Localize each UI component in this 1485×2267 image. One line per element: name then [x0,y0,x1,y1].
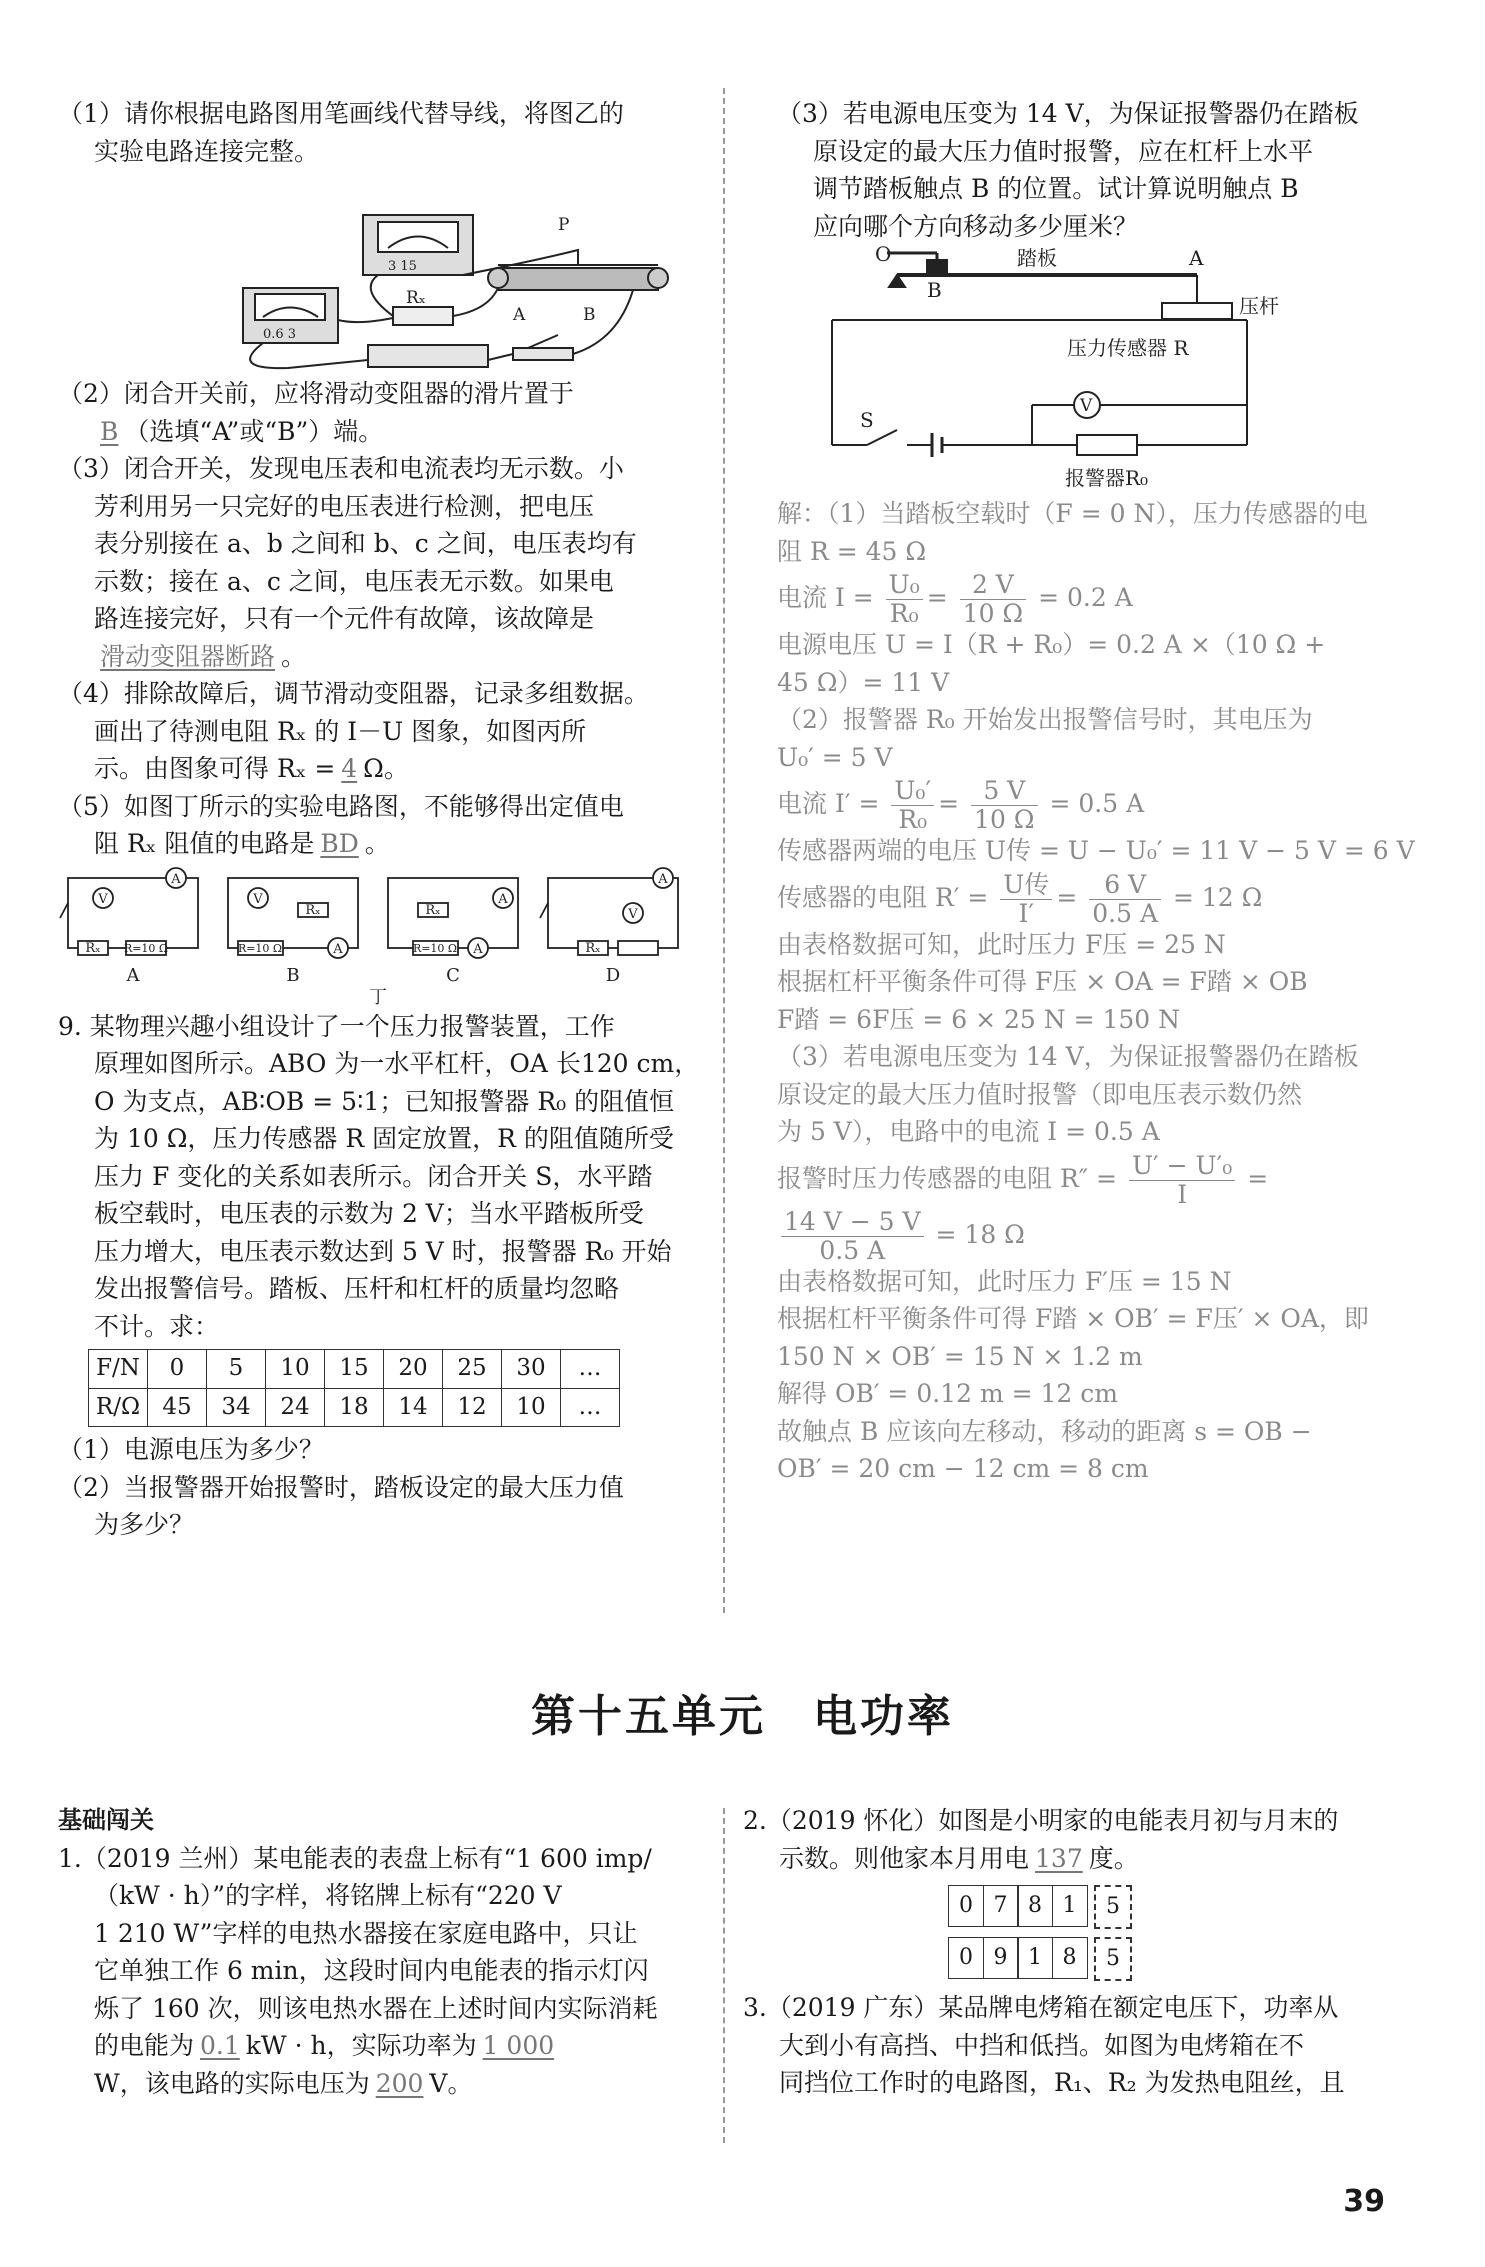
q9-line9: 不计。求： [94,1311,220,1341]
frac [1129,1152,1235,1209]
column-divider-bottom [723,1808,725,2143]
table-cell: 15 [325,1350,384,1389]
q8-4-answer-line [58,750,698,788]
q9-2-line2: 为多少？ [94,1510,195,1539]
b2-pre: 示数。则他家本月用电 [779,1843,1030,1873]
apparatus-figure [58,170,698,375]
table-cell: … [561,1388,620,1427]
fig-label-b: B [286,964,300,986]
q9-3-line3: 调节踏板触点 B 的位置。试计算说明触点 B [813,174,1299,203]
frac-den: 0.5 A [1092,898,1159,928]
meter-digit-decimal: 5 [1094,1937,1132,1981]
meter-digit: 0 [948,1885,984,1927]
q9-3-line4: 应向哪个方向移动多少厘米？ [813,211,1139,241]
sol-l17-post: = [1247,1163,1269,1193]
table-row [89,1350,620,1389]
b1-l4: 它单独工作 6 min，这段时间内电能表的指示灯闪 [94,1956,649,1985]
sol-l4: 电源电压 U = I（R + R₀）= 0.2 A ×（10 Ω + [777,630,1326,659]
frac-den: 10 Ω [962,599,1024,628]
circ-d-rx: Rₓ [585,940,601,956]
b1-l6 [58,2027,698,2065]
q9-line4: 为 10 Ω，压力传感器 R 固定放置，R 的阻值随所受 [94,1124,674,1153]
table-cell: 25 [443,1350,502,1389]
q8-1-line1: （1）请你根据电路图用笔画线代替导线，将图乙的 [58,99,624,128]
sol-l10: 传感器的电阻 R′ = $\frac{\text{U传}}{I'}$ = $\frac{6 V}{0.5 A}$ = 12 Ω [777,869,1263,928]
frac-num: 2 V [960,571,1027,600]
sol-l3: 电流 I = $\frac{\text{U₀}}{\text{R₀}}$ = $\frac{2 V}{10 \Omega}$ = 0.2 A [777,570,1133,628]
diag-a: A [1189,246,1204,270]
q9-line3: O 为支点，AB∶OB = 5∶1；已知报警器 R₀ 的阻值恒 [94,1086,675,1116]
table-cell: 0 [148,1350,207,1389]
q8-5-line1: （5）如图丁所示的实验电路图，不能够得出定值电 [58,791,624,821]
table-cell: … [561,1350,620,1389]
frac-den: I [1177,1179,1188,1209]
alarm-circuit-diagram [777,245,1377,495]
meter-digit-decimal: 5 [1094,1885,1132,1929]
q8-3-end: 。 [281,641,307,671]
frac-den: R₀ [898,805,928,834]
q8-3-answer: 滑动变阻器断路 [100,641,276,671]
q8-2-answer-line [58,413,698,451]
sol-l8: 电流 I′ = $\frac{\text{U₀′}}{\text{R₀}}$ = $\frac{5 V}{10 \Omega}$ = 0.5 A [777,776,1145,834]
solution [777,495,1415,1488]
q8-2-post: （选填“A”或“B”）端。 [124,416,384,446]
table-cell: R/Ω [89,1388,148,1427]
bottom-left-column [58,1802,698,2102]
table-cell: 10 [266,1350,325,1389]
sol-l2: 阻 R = 45 Ω [777,536,927,566]
table-cell: 5 [207,1350,266,1389]
q8-2 [58,375,698,413]
sol-l18 [777,1207,1387,1263]
b1-answer-voltage: 200 [375,2068,424,2098]
q8-3-answer-line [58,638,698,676]
table-cell: 12 [443,1388,502,1427]
circ-c-a1: A [498,891,508,907]
sol-l20: 根据杠杆平衡条件可得 F踏 × OB′ = F压′ × OA，即 [777,1304,1369,1333]
sol-l15: 原设定的最大压力值时报警（即电压表示数仍然 [777,1079,1303,1109]
q9-line8: 发出报警信号。踏板、压杆和杠杆的质量均忽略 [94,1274,620,1303]
diag-rod: 压杆 [1239,294,1279,318]
b2-post: 度。 [1088,1843,1139,1873]
meter-digit: 9 [983,1937,1019,1979]
force-resistance-table [88,1349,620,1427]
q8-5-post: 。 [364,829,390,858]
b2-l2 [743,1840,1383,1878]
table-cell: 45 [148,1388,207,1427]
diag-pedal: 踏板 [1017,246,1057,270]
circ-a-r10: R=10 Ω [123,941,169,955]
frac-num: 6 V [1089,871,1161,900]
fig-caption: 丁 [369,986,387,1008]
sol-l3-post: = 0.2 A [1038,583,1133,612]
b3-l3: 同挡位工作时的电路图，R₁、R₂ 为发热电阻丝，且 [779,2068,1345,2097]
label-a: A [513,305,526,325]
meter-digit: 0 [948,1937,984,1979]
sol-l21: 150 N × OB′ = 15 N × 1.2 m [777,1341,1143,1371]
table-cell: 10 [502,1388,561,1427]
b1-l5: 烁了 160 次，则该电热水器在上述时间内实际消耗 [94,1993,658,2023]
b1-l1: 1.（2019 兰州）某电能表的表盘上标有“1 600 imp/ [58,1843,652,1873]
meter-end [948,1937,1383,1981]
table-cell: F/N [89,1350,148,1389]
unit-title: 第十五单元 电功率 [531,1691,954,1742]
b1-l6-mid: kW · h，实际功率为 [245,2031,477,2060]
table-cell: 18 [325,1388,384,1427]
sol-l11: 由表格数据可知，此时压力 F压 = 25 N [777,929,1226,959]
table-cell: 24 [266,1388,325,1427]
circ-b-r10: R=10 Ω [237,941,283,955]
sol-l10-pre: 传感器的电阻 R′ = [777,882,989,912]
frac-num: U′ − U′₀ [1129,1152,1235,1181]
b3-l1: 3.（2019 广东）某品牌电烤箱在额定电压下，功率从 [743,1993,1339,2022]
sol-l10-post: = 12 Ω [1173,882,1263,912]
b3-l2: 大到小有高挡、中挡和低挡。如图为电烤箱在不 [779,2030,1305,2060]
table-cell: 14 [384,1388,443,1427]
q8-3-line4: 示数；接在 a、c 之间，电压表无示数。如果电 [94,566,614,596]
sol-l17-pre: 报警时压力传感器的电阻 R″ = [777,1163,1118,1193]
q9-3-line1: （3）若电源电压变为 14 V，为保证报警器仍在踏板 [777,99,1359,128]
sol-l8-post: = 0.5 A [1049,789,1145,818]
q8-2-text: （2）闭合开关前，应将滑动变阻器的滑片置于 [58,379,574,408]
label-scale: 3 15 [388,259,417,274]
frac [1000,871,1052,928]
left-column [58,95,698,1544]
b1-l6-pre: 的电能为 [94,2031,195,2060]
circ-c-r10: R=10 Ω [412,941,458,955]
frac-den: 10 Ω [974,805,1035,834]
sol-l8-pre: 电流 I′ = [777,789,880,818]
table-cell: 34 [207,1388,266,1427]
frac-den: 0.5 A [819,1235,886,1265]
frac-den: R₀ [889,599,919,628]
label-p: P [558,215,570,235]
q9-line7: 压力增大，电压表示数达到 5 V 时，报警器 R₀ 开始 [94,1236,672,1266]
sol-l1: 解：（1）当踏板空载时（F = 0 N），压力传感器的电 [777,499,1368,528]
q8-1-line2: 实验电路连接完整。 [94,136,320,166]
q8-4-line2: 画出了待测电阻 Rₓ 的 I－U 图象，如图丙所 [94,716,587,746]
table-cell: 20 [384,1350,443,1389]
label-b: B [583,305,596,325]
q8-4-post: Ω。 [363,754,409,783]
sol-l24: OB′ = 20 cm − 12 cm = 8 cm [777,1454,1149,1483]
frac [960,571,1027,628]
label-scale2: 0.6 3 [263,327,297,342]
sol-l13: F踏 = 6F压 = 6 × 25 N = 150 N [777,1004,1181,1034]
fig-label-d: D [605,964,621,986]
q8-3-line5: 路连接完好，只有一个元件有故障，该故障是 [94,604,595,633]
column-divider [723,88,725,1613]
frac-num: U₀ [886,571,923,600]
sol-l9: 传感器两端的电压 U传 = U − U₀′ = 11 V − 5 V = 6 V [777,836,1415,865]
diag-sensor: 压力传感器 R [1067,336,1189,360]
frac [891,777,934,834]
sol-l14: （3）若电源电压变为 14 V，为保证报警器仍在踏板 [777,1042,1359,1071]
circ-a-a: A [171,871,181,887]
sol-l16: 为 5 V），电路中的电流 I = 0.5 A [777,1117,1160,1146]
frac [886,571,923,628]
q8-3-line2: 芳利用另一只完好的电压表进行检测，把电压 [94,491,595,521]
sol-l6: （2）报警器 R₀ 开始发出报警信号时，其电压为 [777,705,1313,734]
fig-label-a: A [126,964,140,986]
label-rx: Rₓ [406,288,427,308]
right-column [777,95,1415,1488]
frac-num: 5 V [971,777,1038,806]
frac-num: 14 V − 5 V [781,1208,924,1237]
meter-digit: 1 [1052,1885,1088,1927]
b1-l7-pre: W，该电路的实际电压为 [94,2068,370,2098]
q9-line2: 原理如图所示。ABO 为一水平杠杆，OA 长120 cm， [94,1049,700,1078]
b1-answer-power: 1 000 [482,2031,555,2060]
q8-4-pre: 示。由图象可得 Rₓ = [94,754,336,783]
circ-b-v: V [253,891,263,907]
b1-l3: 1 210 W”字样的电热水器接在家庭电路中，只让 [94,1918,638,1948]
page-number: 39 [1343,2184,1385,2219]
q9-3-line2: 原设定的最大压力值时报警，应在杠杆上水平 [813,136,1314,166]
section-heading: 基础闯关 [58,1806,154,1834]
circ-a-rx: Rₓ [85,940,101,956]
meter-digit: 8 [1052,1937,1088,1979]
sol-l7: U₀′ = 5 V [777,742,893,772]
sol-l19: 由表格数据可知，此时压力 F′压 = 15 N [777,1266,1232,1296]
meter-start [948,1885,1383,1929]
q9-line1: 9. 某物理兴趣小组设计了一个压力报警装置，工作 [58,1011,615,1041]
sol-l12: 根据杠杆平衡条件可得 F压 × OA = F踏 × OB [777,967,1308,996]
sol-l3-pre: 电流 I = [777,583,874,612]
q8-4-answer: 4 [341,754,358,783]
q9-1: （1）电源电压为多少？ [58,1435,324,1464]
circ-d-a: A [658,871,668,887]
circ-c-rx: Rₓ [425,902,441,918]
circ-b-a: A [333,941,343,957]
b1-answer-energy: 0.1 [200,2031,240,2060]
circ-a-v: V [98,891,108,907]
q8-5-answer: BD [320,829,359,858]
fig-label-c: C [446,964,460,986]
sol-l23: 故触点 B 应该向左移动，移动的距离 s = OB − [777,1416,1312,1446]
q8-4-line1: （4）排除故障后，调节滑动变阻器，记录多组数据。 [58,679,649,708]
diag-v: V [1080,396,1093,416]
q9-line6: 板空载时，电压表的示数为 2 V；当水平踏板所受 [94,1199,644,1228]
sol-l18-post: = 18 Ω [935,1219,1025,1249]
frac [781,1208,924,1265]
frac [971,777,1038,834]
diag-o: O [875,245,892,266]
frac-den: I′ [1018,898,1035,928]
diag-s: S [860,408,874,432]
q8-3-line3: 表分别接在 a、b 之间和 b、c 之间，电压表均有 [94,529,637,558]
meter-digit: 7 [983,1885,1019,1927]
q9-2-line1: （2）当报警器开始报警时，踏板设定的最大压力值 [58,1472,624,1502]
circuit-figures-ding [58,863,698,1008]
b1-l7 [58,2065,698,2103]
q8-3-line1: （3）闭合开关，发现电压表和电流表均无示数。小 [58,454,624,483]
meter-digit: 1 [1017,1937,1053,1979]
frac-num: U₀′ [891,777,934,806]
q8-2-answer: B [100,416,119,446]
table-cell: 30 [502,1350,561,1389]
sol-l22: 解得 OB′ = 0.12 m = 12 cm [777,1379,1118,1408]
sol-l5: 45 Ω）= 11 V [777,667,950,697]
diag-alarm: 报警器R₀ [1065,466,1149,490]
frac [1089,871,1161,928]
table-row [89,1388,620,1427]
meter-digit: 8 [1017,1885,1053,1927]
frac-num: U传 [1000,871,1052,900]
q9-line5: 压力 F 变化的关系如表所示。闭合开关 S，水平踏 [94,1161,653,1191]
bottom-right-column [743,1802,1383,2102]
circ-c-a2: A [473,941,483,957]
b2-l1: 2.（2019 怀化）如图是小明家的电能表月初与月末的 [743,1806,1339,1835]
q8-5-pre: 阻 Rₓ 阻值的电路是 [94,829,315,858]
q8-5-answer-line [58,825,698,863]
sol-l17 [777,1151,1387,1207]
diag-b: B [927,278,942,302]
b2-answer: 137 [1035,1843,1083,1873]
circ-d-v: V [628,906,638,922]
circ-b-rx: Rₓ [305,902,321,918]
b1-l7-post: V。 [429,2068,473,2098]
b1-l2: （kW · h）”的字样，将铭牌上标有“220 V [94,1881,562,1910]
